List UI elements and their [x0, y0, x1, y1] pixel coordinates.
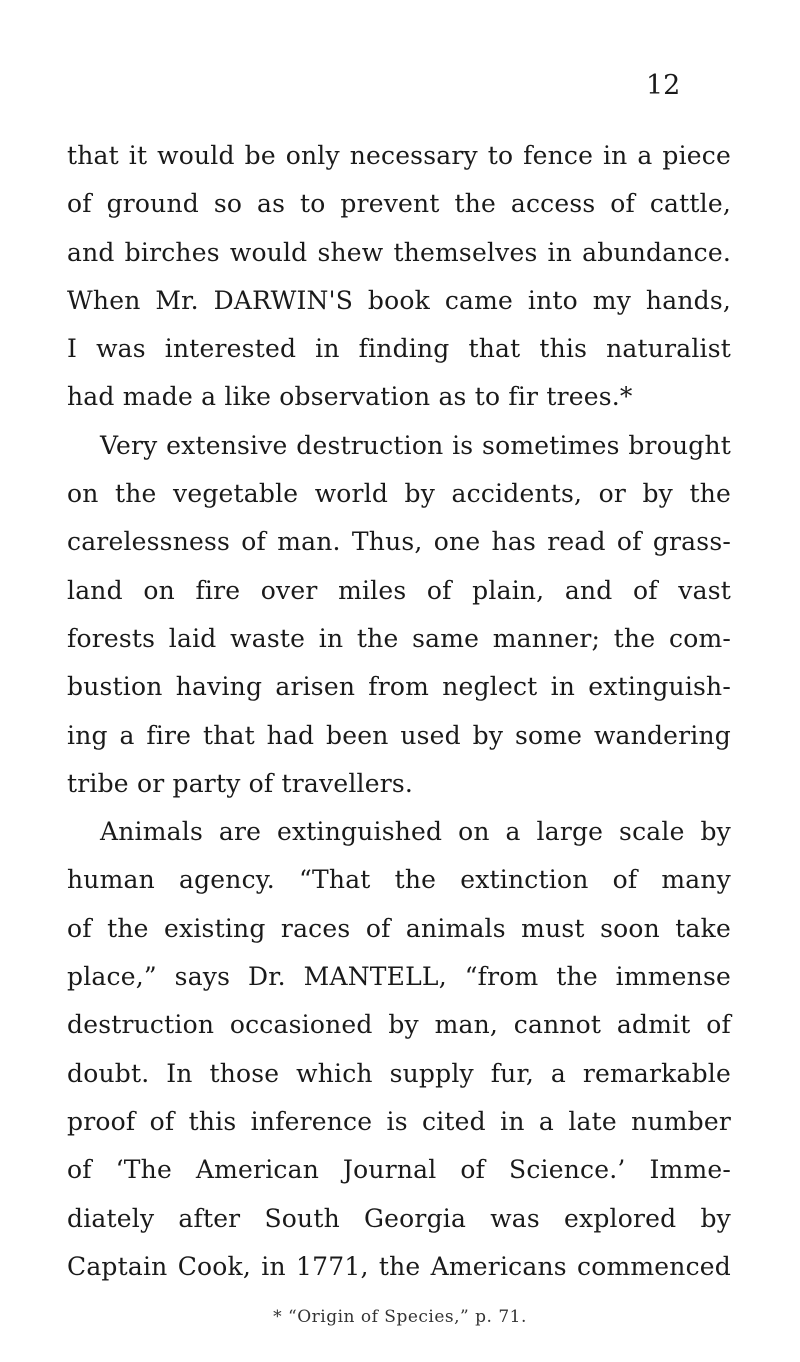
- text-line: diately after South Georgia was explored by: [67, 1203, 731, 1233]
- text-line: bustion having arisen from neglect in extinguish-: [67, 672, 731, 702]
- text-line: place,” says Dr. MANTELL, “from the immense: [67, 962, 731, 992]
- text-line: that it would be only necessary to fence in a piece: [67, 141, 731, 170]
- text-line: When Mr. DARWIN'S book came into my hands,: [67, 285, 731, 315]
- text-line: of the existing races of animals must soon take: [67, 913, 731, 943]
- text-line: proof of this inference is cited in a late number: [67, 1106, 731, 1136]
- text-line: I was interested in finding that this naturalist: [67, 334, 731, 364]
- text-line: forests laid waste in the same manner; the com-: [67, 623, 731, 653]
- text-line: had made a like observation as to fir trees.*: [67, 382, 633, 412]
- text-line: land on fire over miles of plain, and of vast: [67, 575, 731, 605]
- page-number: 12: [646, 70, 681, 101]
- text-line: on the vegetable world by accidents, or by the: [67, 479, 731, 509]
- text-line: Captain Cook, in 1771, the Americans commenced: [67, 1251, 731, 1281]
- text-line: Very extensive destruction is sometimes brought: [100, 430, 731, 460]
- text-line: doubt. In those which supply fur, a remarkable: [67, 1058, 731, 1088]
- text-line: of ground so as to prevent the access of cattle,: [67, 189, 731, 219]
- text-line: ing a fire that had been used by some wandering: [67, 720, 731, 750]
- text-line: carelessness of man. Thus, one has read of grass-: [67, 527, 731, 557]
- text-line: Animals are extinguished on a large scale by: [100, 817, 731, 847]
- footnote: * “Origin of Species,” p. 71.: [273, 1307, 527, 1327]
- body-text: [67, 132, 731, 1291]
- text-line: human agency. “That the extinction of many: [67, 865, 731, 895]
- text-line: and birches would shew themselves in abundance.: [67, 237, 731, 267]
- text-line: of ‘The American Journal of Science.’ Imme-: [67, 1155, 731, 1185]
- text-line: tribe or party of travellers.: [67, 768, 414, 798]
- text-line: destruction occasioned by man, cannot admit of: [67, 1010, 731, 1040]
